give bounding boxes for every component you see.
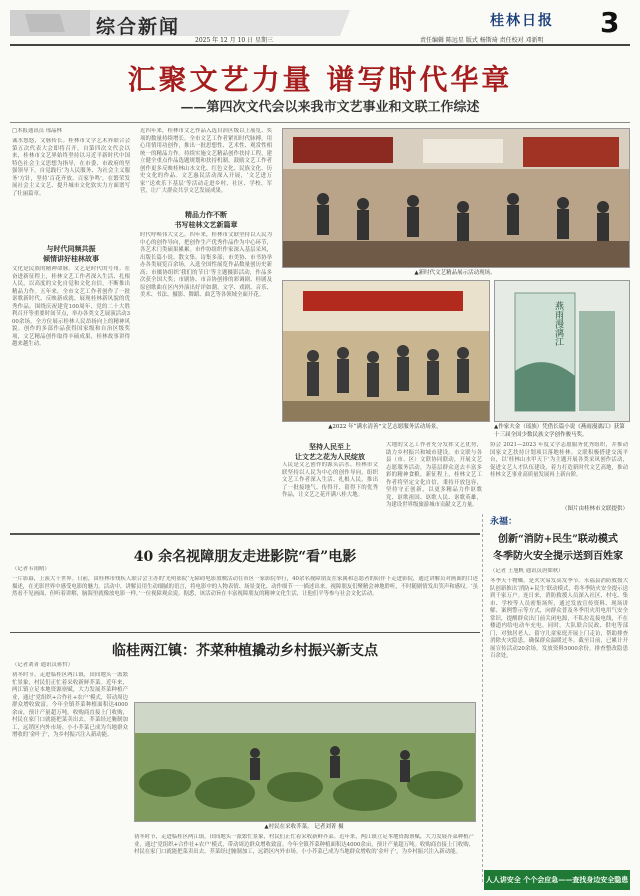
lead-subhead-1: 与时代同频共振: [46, 244, 96, 253]
exhibition-scene: [283, 129, 629, 267]
book-title: 燕雨漫漓江: [553, 301, 563, 346]
page-number: 3: [600, 6, 620, 39]
article2-byline: （记者韦雨晴）: [12, 566, 50, 572]
page-header: [0, 0, 640, 42]
photo-volunteer-caption: ▲2022 年“满水清善”文艺志愿服务活动场景。: [328, 424, 442, 430]
lead-column-4: 大地的文艺工作者充分发挥文艺优势，助力乡村振兴和城市建设。市文联与各县（市、区）文联协同联动，开展文艺志愿服务活动，为基层群众送去丰富多彩的精神食粮。新征程上，桂林文艺工作者将坚定文化自信，秉持开放包容，坚持守正创新，以更多精品力作讴歌党、讴歌祖国、讴歌人民、讴歌英雄，为建设世界级旅游城市贡献文艺力量。: [386, 442, 482, 508]
lead-subhead-2: 精品力作不断: [185, 210, 227, 219]
lead-column-1: 诚水悠悠，文脉传长。桂林市文学艺术界联合会第五次代表大会即将召开。自第四次文代会以来，桂林市文艺界始终坚持以习近平新时代中国特色社会主义思想为指导，在市委、市政府的坚强领导下，自觉践行‘为人民服务、为社会主义服务’方针，坚持‘百花齐放、百家争鸣’，在繁荣发展社会主义文艺、提升城市文化软实力方面谱写了壮丽篇章。: [12, 138, 130, 197]
lead-column-1b: 文化是民族的精神命脉。文艺是时代的号角。在奋进新征程上，桂林文艺工作者深入生活、扎根人民，以高度的文化自觉和文化自信，不断推出精品力作。五年来，全市文艺工作者创作了一批讴歌新时代、反映新成就、展现桂林新风貌的优秀作品。围绕庆祝建党100周年、党的二十大胜利召开等重要时间节点，举办各类文艺展演活动300余场，全方位展示桂林人民昂扬向上的精神风貌。创作的多部作品获得国家级和自治区级奖项，文艺精品创作取得丰硕成果，桂林故事讲得越来越生动。: [12, 266, 130, 347]
article3-body-1: 初冬时节，走进临桂区两江镇，田间地头一派繁忙景象，村民们正忙着采收新鲜芥菜。近年来，两江镇立足本地资源禀赋，大力发展芥菜种植产业，通过‘党组织+合作社+农户’模式，带动周边群众增收致富。今年全镇芥菜种植面积达4000余亩，预计产量超万吨。收购商直接上门收购，村民在家门口就能把菜卖出去。芥菜经过腌制加工，远销区内外市场。小小芥菜已成为当地群众增收的‘金叶子’，为乡村振兴注入新动能。: [12, 672, 128, 738]
lead-subhead-1b: 倾情讲好桂林故事: [43, 254, 99, 263]
lead-column-2: 时代呼唤伟大文艺。四年来，桂林市文联坚持以人民为中心的创作导向，把创作生产优秀作品作为中心环节，各艺术门类硕果累累。市作协组织作家深入基层采风，出版长篇小说、散文集、诗集多部；市美协、市书协举办各类展览百余场，入选全国性展览作品数量创历史新高；市摄协组织‘我们的节日’等主题摄影活动，作品多次获全国大奖；市剧协、市音协创排的彩调剧、桂剧及原创歌曲在区内外演出好评如潮。文学、戏剧、音乐、美术、书法、摄影、舞蹈、曲艺等各领域全面开花。: [140, 232, 272, 298]
photo-mustard-harvest: [134, 702, 476, 822]
lead-headline: 汇聚文艺力量 谱写时代华章: [127, 63, 513, 96]
lead-subheadline: ——第四次文代会以来我市文艺事业和文联工作综述: [180, 100, 480, 115]
article3-byline: （记者刘菁 通讯员蒋哲）: [12, 662, 74, 668]
photo-book-cover: [494, 280, 630, 422]
lead-column-3: 人民是文艺创作的源头活水。桂林市文联坚持以人民为中心的创作导向，组织文艺工作者深入生活、扎根人民，推出了一批接地气、传得开、留得下的优秀作品，让文艺之花开满八桂大地。: [282, 462, 378, 498]
harvest-scene: [135, 703, 475, 821]
volunteer-scene: [283, 281, 489, 421]
lead-byline: □本报通讯员 邢晶林: [12, 128, 62, 134]
article2-body: 一片影幕，上演大千世界。日前，由桂林市残疾人联合会主办的‘光明影院’无障碍电影放映活动在市区一家影院举行，40余名视障朋友在家属和志愿者的陪伴下走进影院，通过讲解员对画面的口述描述，在光影世界中感受电影的魅力。活动中，讲解员用生动细腻的语言，将电影中的人物表情、场景变化、动作细节一一描述出来，视障朋友们聚精会神地聆听，不时随剧情发出笑声和感叹。‘虽然看不见画面，但听着讲解，脑海里就像放电影一样。’一位视障观众说。据悉，该活动旨在丰富视障朋友的精神文化生活，让他们平等参与社会文化活动。: [12, 576, 478, 597]
header-rule: [10, 44, 630, 46]
article3-body-2: 初冬时节，走进临桂区两江镇，田间地头一派繁忙景象，村民们正忙着采收新鲜芥菜。近年来，两江镇立足本地资源禀赋，大力发展芥菜种植产业，通过‘党组织+合作社+农户’模式，带动周边群众增收致富。今年全镇芥菜种植面积达4000余亩，预计产量超万吨。收购商直接上门收购，村民在家门口就能把菜卖出去。芥菜经过腌制加工，远销区内外市场。小小芥菜已成为当地群众增收的‘金叶子’，为乡村振兴注入新动能。: [134, 834, 474, 855]
editors-line: 责任编辑 陈远星 版式 杨斯琦 责任校对 邓新明: [420, 37, 544, 44]
sidebar-kicker: 永福：: [490, 517, 518, 527]
section-title: 综合新闻: [96, 16, 181, 38]
sidebar-body: 冬季天干物燥，是火灾易发高发季节。永福县消防救援大队创新推出‘消防+民生’联动模式，将冬季防火安全提示送到千家万户。连日来，消防救援人员深入社区、村屯、集市、学校等人员密集场所，通过发放宣传资料、现场讲解、案例警示等方式，向群众普及冬季用火用电用气安全常识，提醒群众出门前关闭电源，不私拉乱接电线，不在楼道内给电动车充电。同时，大队联合民政、供电等部门，对独居老人、留守儿童家庭开展上门走访，帮助排查消除火灾隐患，确保群众温暖过冬。截至目前，已累计开展宣传活动20余场，发放资料5000余份，排查整改隐患百余处。: [490, 578, 628, 659]
sidebar-headline-1: 创新“消防+民生”联动模式: [498, 534, 618, 545]
article2-headline: 40 余名视障朋友走进影院“看”电影: [133, 549, 357, 565]
photo-volunteer: [282, 280, 490, 422]
section-divider-2: [10, 632, 480, 633]
lead-column-5: 协会 2021—2023 年度文学志愿服务优秀组织，并推动国家文艺扶持计划项目落地桂林。文联积极搭建交流平台，以‘桂林山水甲天下’为主题开展各类采风创作活动，促进文艺人才队伍建设，着力打造新时代文艺高地，推动桂林文艺事业高质量发展再上新台阶。: [490, 442, 628, 478]
lead-subhead-2b: 书写桂林文艺新篇章: [174, 220, 238, 229]
article3-headline: 临桂两江镇：芥菜种植撬动乡村振兴新支点: [112, 643, 378, 659]
sidebar-byline: （记者 王旭帆 通讯员唐如秋）: [490, 568, 564, 574]
issue-date: 2025 年 12 月 10 日 星期三: [195, 37, 273, 44]
photo-book-caption: ▲作家夫金（瑶族）凭借长篇小说《燕雨漫漓江》获第十三届全国少数民族文学创作骏马奖。: [494, 424, 625, 438]
photo-mustard-caption: ▲村民在采收芥菜。 记者刘菁 摄: [264, 824, 344, 830]
sidebar-headline-2: 冬季防火安全提示送到百姓家: [493, 551, 623, 562]
lead-column-2a: 近四年来，桂林市文艺作品入选自治区级以上展览、奖项的数量持续增长。全市文艺工作者紧扣时代脉搏，用心用情用功创作，推出一批思想性、艺术性、观赏性相统一的精品力作。持续实施文艺精品创作扶持工程，建立健全重点作品选题规划和扶持机制，鼓励文艺工作者创作更多反映桂林山水文化、红色文化、民族文化、历史文化的作品。文艺惠民活动深入开展，‘文艺进万家’‘送欢乐下基层’等活动走进乡村、社区、学校、军营，让广大群众共享文艺发展成果。: [140, 128, 272, 194]
lead-subhead-3b: 让文艺之花为人民绽放: [295, 452, 365, 461]
section-divider: [10, 533, 480, 535]
photo-exhibition: [282, 128, 630, 268]
photo-exhibition-caption: ▲新时代文艺精品展示活动现场。: [414, 270, 496, 276]
masthead-logo: 桂林日报: [490, 13, 554, 29]
safety-promo-banner: 人人讲安全 个个会应急——查找身边安全隐患: [484, 870, 630, 890]
photo-credit: （图片由桂林市文联提供）: [561, 506, 628, 512]
divider: [10, 122, 630, 123]
lead-subhead-3: 坚持人民至上: [309, 442, 351, 451]
